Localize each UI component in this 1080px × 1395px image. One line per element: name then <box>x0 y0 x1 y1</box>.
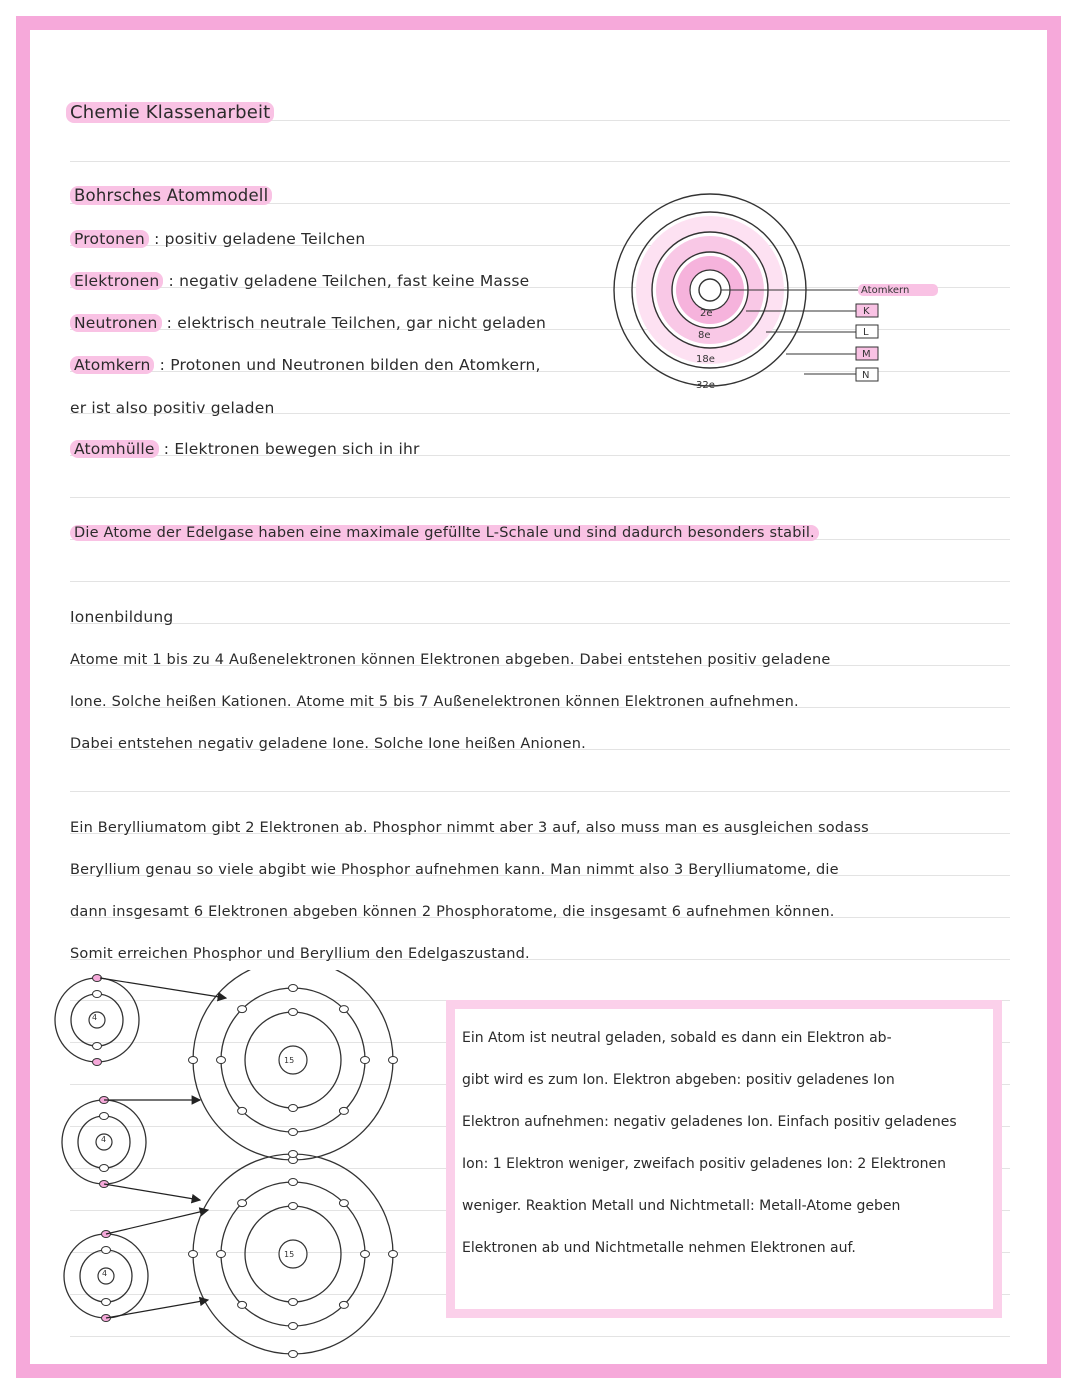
info-line-1 <box>462 1030 892 1046</box>
line-text: weniger. Reaktion Metall und Nichtmetall: Metall-Atome geben <box>462 1198 901 1214</box>
ionen-line-3 <box>70 736 586 752</box>
middle-electron <box>238 1301 247 1308</box>
line-text: Ion: 1 Elektron weniger, zweifach positiv geladenes Ion: 2 Elektronen <box>462 1156 947 1172</box>
ionen-line-1 <box>70 652 830 668</box>
info-line-2 <box>462 1072 895 1088</box>
transfer-arrow <box>106 1210 208 1234</box>
inner-electron <box>289 1105 298 1112</box>
middle-electron <box>238 1200 247 1207</box>
edelgase-statement <box>70 525 819 541</box>
separator: : <box>166 314 173 332</box>
ruled-line <box>70 581 1010 582</box>
beryllium-line-3 <box>70 904 835 920</box>
middle-electron <box>238 1107 247 1114</box>
separator: : <box>154 230 160 248</box>
middle-electron <box>339 1006 348 1013</box>
page-title <box>66 102 274 123</box>
middle-electron <box>289 1179 298 1186</box>
transfer-arrow <box>106 1300 208 1318</box>
beryllium-line-1 <box>70 820 869 836</box>
definition-protonen <box>70 230 365 248</box>
middle-electron <box>339 1200 348 1207</box>
middle-electron <box>339 1301 348 1308</box>
middle-electron <box>217 1251 226 1258</box>
info-line-5 <box>462 1198 900 1214</box>
term-atomkern: Atomkern <box>70 356 154 374</box>
middle-electron <box>361 1057 370 1064</box>
ruled-line <box>70 161 1010 162</box>
letter-k: K <box>863 306 870 317</box>
ruled-line <box>70 791 1010 792</box>
outer-electron <box>93 1059 102 1066</box>
middle-electron <box>361 1251 370 1258</box>
definition-elektronen <box>70 272 529 290</box>
line-text: Elektronen ab und Nichtmetalle nehmen Elektronen auf. <box>462 1240 856 1256</box>
beryllium-line-2 <box>70 862 839 878</box>
line-text: Atome mit 1 bis zu 4 Außenelektronen können Elektronen abgeben. Dabei entstehen positiv geladene <box>70 652 831 668</box>
line-text: Ein Atom ist neutral geladen, sobald es dann ein Elektron ab- <box>462 1030 892 1046</box>
atom-core <box>699 279 721 301</box>
inner-electron <box>100 1113 109 1120</box>
outer-electron <box>289 1351 298 1358</box>
info-line-3 <box>462 1114 957 1130</box>
phosphor-core-label-2: 15 <box>284 1250 295 1259</box>
beryllium-core-label-2: 4 <box>101 1135 107 1144</box>
definition-text: elektrisch neutrale Teilchen, gar nicht geladen <box>177 314 547 332</box>
phosphor-core-label-1: 15 <box>284 1056 295 1065</box>
ruled-line <box>70 497 1010 498</box>
bohr-model-diagram <box>600 190 960 420</box>
outer-electron <box>289 1151 298 1158</box>
inner-electron <box>289 1299 298 1306</box>
heading-text: Bohrsches Atommodell <box>70 186 272 205</box>
term-protonen: Protonen <box>70 230 149 248</box>
definition-text: Protonen und Neutronen bilden den Atomkern, <box>170 356 541 374</box>
ruled-line <box>70 623 1010 624</box>
capacity-n: 32e <box>696 380 715 391</box>
middle-electron <box>217 1057 226 1064</box>
term-atomhuelle: Atomhülle <box>70 440 159 458</box>
edelgase-text: Die Atome der Edelgase haben eine maximale gefüllte L-Schale und sind dadurch besonders stabil. <box>70 525 819 541</box>
line-text: Beryllium genau so viele abgibt wie Phosphor aufnehmen kann. Man nimmt also 3 Berylliumatome, die <box>70 862 839 878</box>
middle-electron <box>289 985 298 992</box>
separator: : <box>159 356 166 374</box>
term-neutronen: Neutronen <box>70 314 162 332</box>
letter-n: N <box>862 370 870 381</box>
middle-electron <box>238 1006 247 1013</box>
inner-electron <box>93 991 102 998</box>
electron-transfer-diagram <box>40 970 440 1370</box>
line-text: Elektron aufnehmen: negativ geladenes Ion. Einfach positiv geladenes <box>462 1114 957 1130</box>
middle-electron <box>289 1129 298 1136</box>
definition-text: er ist also positiv geladen <box>70 399 275 417</box>
middle-electron <box>289 1323 298 1330</box>
line-text: Ione. Solche heißen Kationen. Atome mit 5 bis 7 Außenelektronen können Elektronen aufnehmen. <box>70 694 799 710</box>
definition-text: positiv geladene Teilchen <box>164 230 366 248</box>
separator: : <box>168 272 174 290</box>
core-label: Atomkern <box>861 285 910 296</box>
inner-electron <box>289 1203 298 1210</box>
beryllium-core-label-3: 4 <box>102 1269 108 1278</box>
outer-electron <box>389 1057 398 1064</box>
definition-atomkern <box>70 356 541 374</box>
inner-electron <box>100 1165 109 1172</box>
info-line-4 <box>462 1156 946 1172</box>
beryllium-line-4 <box>70 946 530 962</box>
section-heading-ionenbildung <box>70 608 173 626</box>
inner-electron <box>102 1247 111 1254</box>
definition-neutronen <box>70 314 546 332</box>
outer-electron <box>389 1251 398 1258</box>
term-elektronen: Elektronen <box>70 272 163 290</box>
line-text: gibt wird es zum Ion. Elektron abgeben: positiv geladenes Ion <box>462 1072 895 1088</box>
info-line-6 <box>462 1240 856 1256</box>
definition-text: negativ geladene Teilchen, fast keine Masse <box>179 272 530 290</box>
outer-electron <box>189 1251 198 1258</box>
capacity-k: 2e <box>700 308 713 319</box>
ionen-line-2 <box>70 694 799 710</box>
capacity-m: 18e <box>696 354 715 365</box>
definition-atomkern-continued <box>70 399 274 417</box>
title-text: Chemie Klassenarbeit <box>66 102 274 123</box>
line-text: dann insgesamt 6 Elektronen abgeben können 2 Phosphoratome, die insgesamt 6 aufnehmen können. <box>70 904 835 920</box>
line-text: Somit erreichen Phosphor und Beryllium den Edelgaszustand. <box>70 946 530 962</box>
transfer-arrow <box>100 978 226 998</box>
middle-electron <box>339 1107 348 1114</box>
definition-text: Elektronen bewegen sich in ihr <box>174 440 420 458</box>
section-heading-bohr <box>70 186 272 205</box>
separator: : <box>163 440 170 458</box>
definition-atomhuelle <box>70 440 420 458</box>
letter-l: L <box>863 327 869 338</box>
outer-electron <box>189 1057 198 1064</box>
line-text: Dabei entstehen negativ geladene Ione. Solche Ione heißen Anionen. <box>70 736 586 752</box>
letter-m: M <box>862 349 871 360</box>
inner-electron <box>289 1009 298 1016</box>
capacity-l: 8e <box>698 330 711 341</box>
inner-electron <box>93 1043 102 1050</box>
line-text: Ein Berylliumatom gibt 2 Elektronen ab. Phosphor nimmt aber 3 auf, also muss man es ausgleichen sodass <box>70 820 869 836</box>
heading-text: Ionenbildung <box>70 608 174 626</box>
inner-electron <box>102 1299 111 1306</box>
transfer-arrow <box>104 1184 200 1200</box>
beryllium-core-label-1: 4 <box>92 1013 98 1022</box>
